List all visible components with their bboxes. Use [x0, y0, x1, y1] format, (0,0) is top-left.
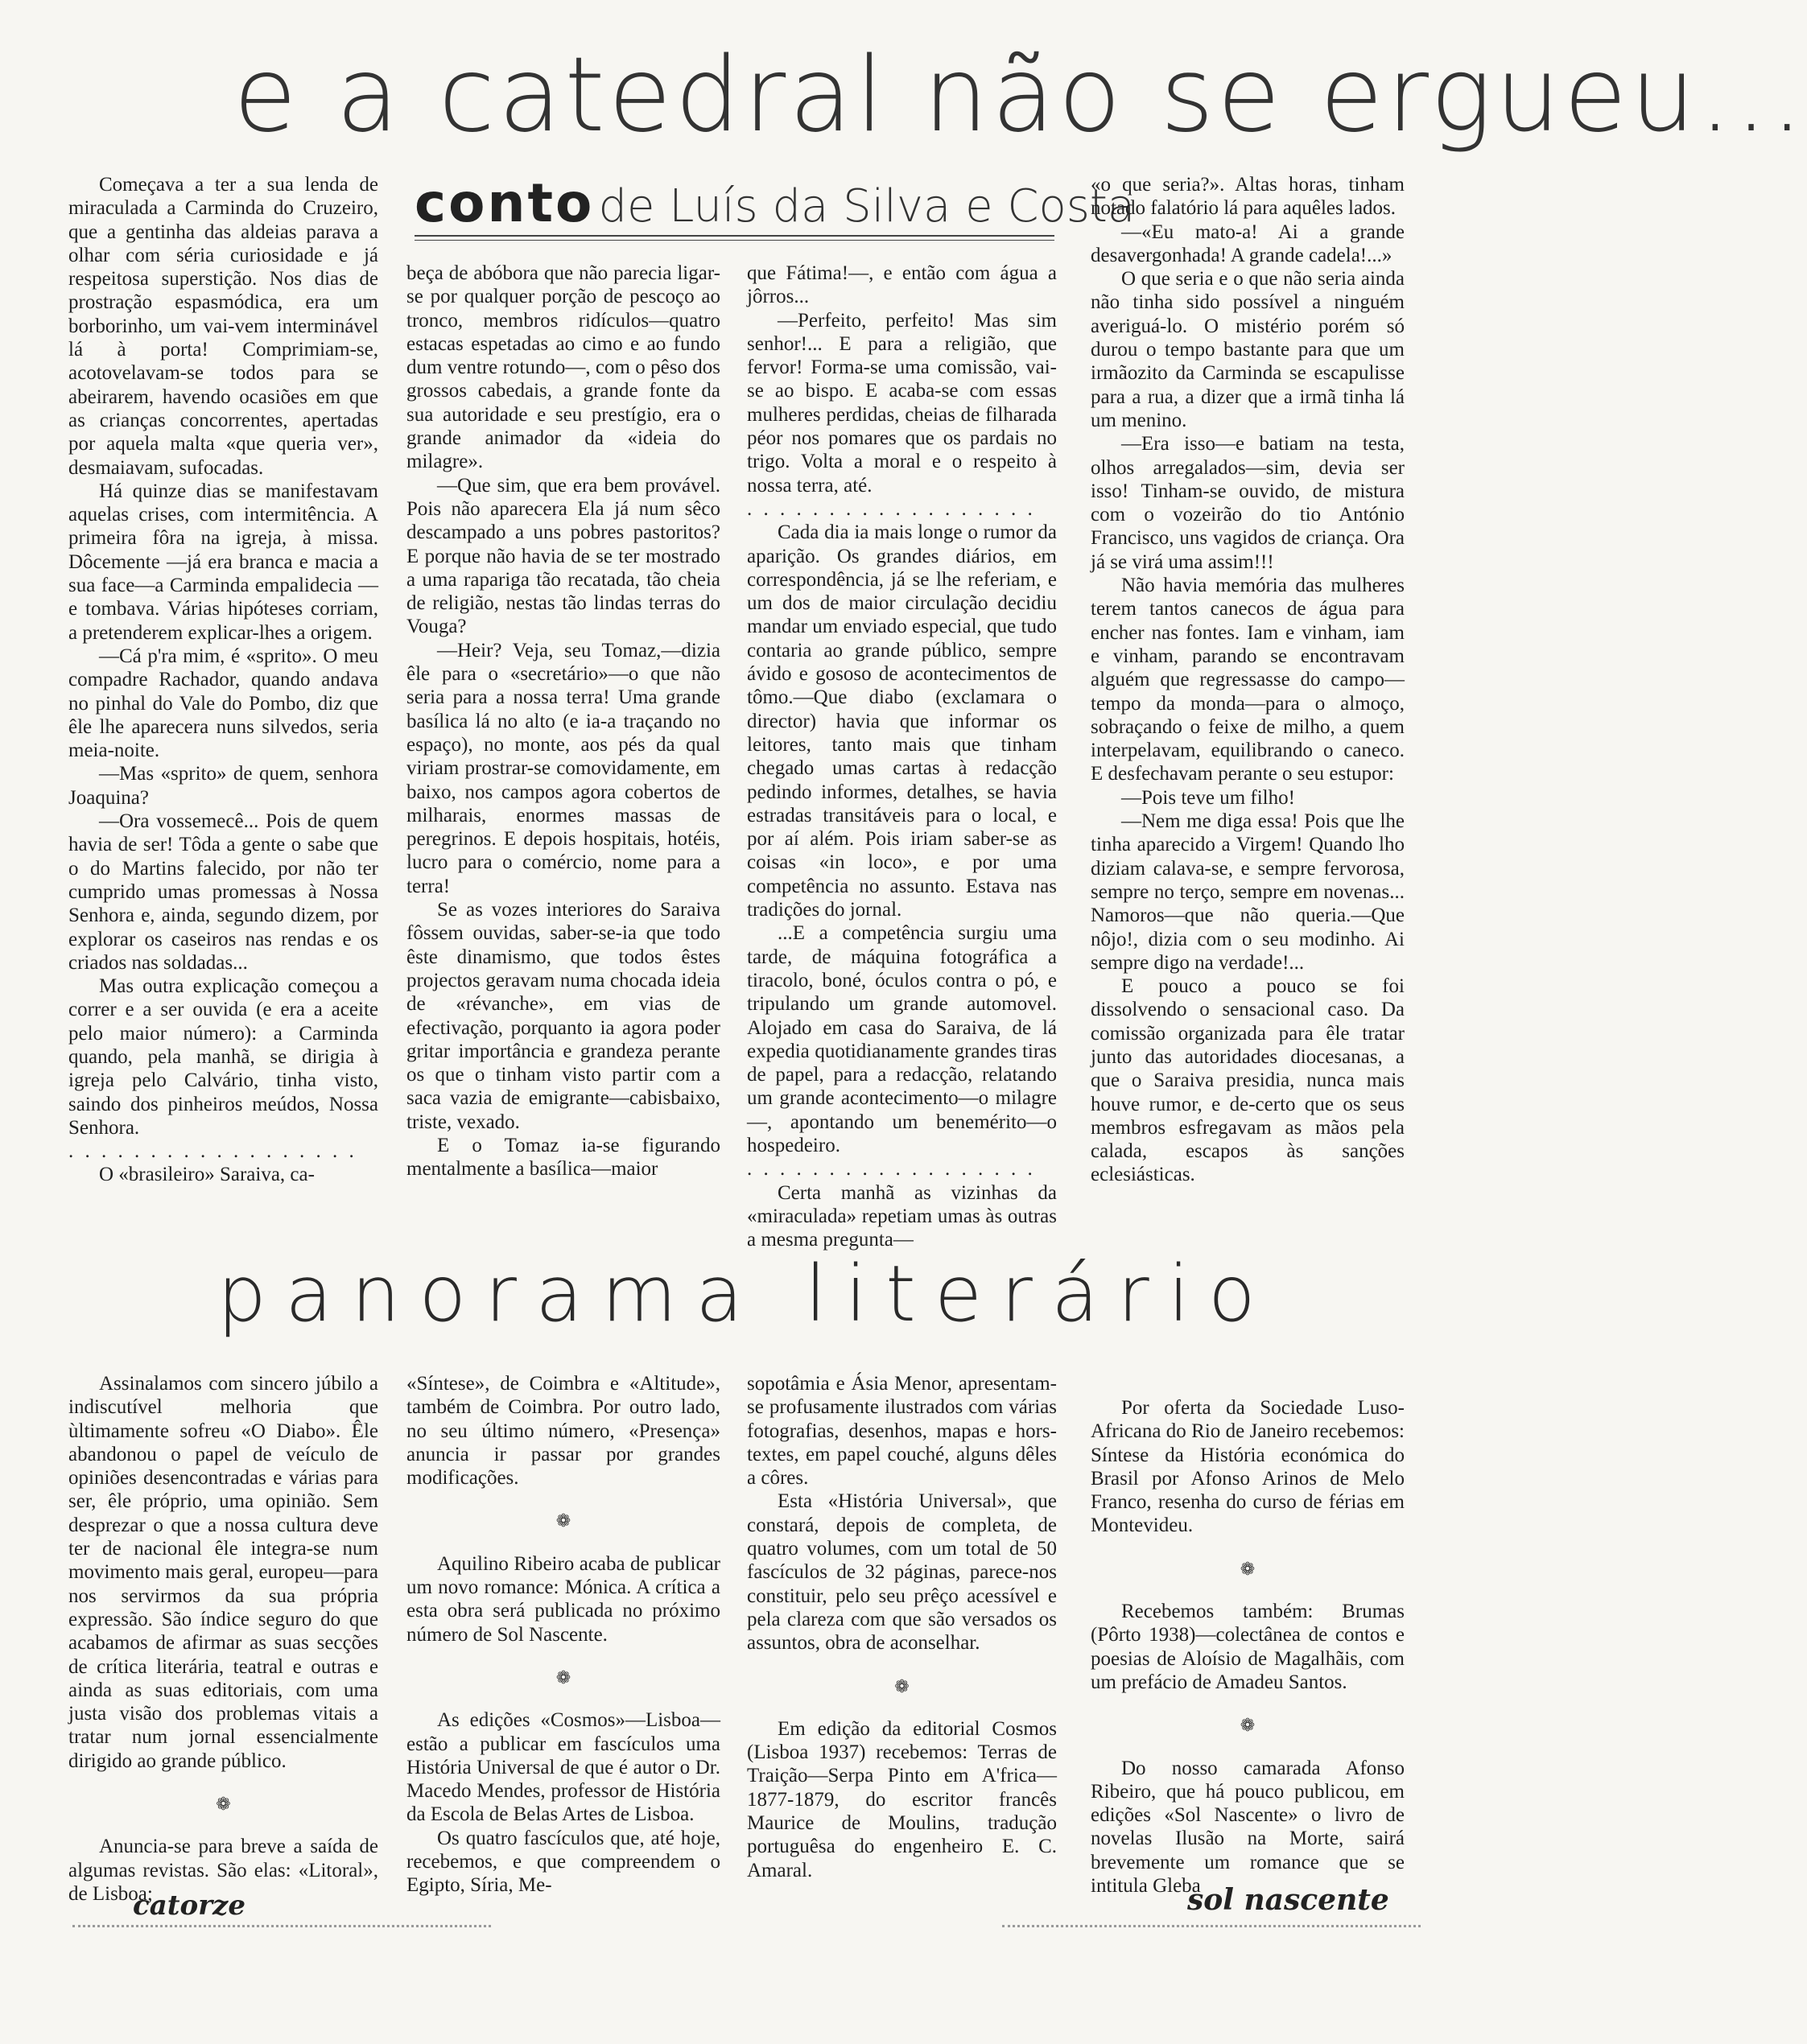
section-title-letter: n	[351, 1249, 401, 1339]
ornament-icon: ❁	[1240, 1715, 1256, 1736]
paragraph: O que seria e o que não seria ainda não tinha sido possível a ninguém averiguá-lo. O mistério porém só durou o tempo bastante para que um irmãozito da Carminda se escapulisse para a rua, a dizer que a irmã tinha lá um menino.	[1091, 268, 1405, 431]
ornament-icon: ❁	[894, 1675, 910, 1696]
paragraph: —Pois teve um filho!	[1121, 786, 1295, 809]
paragraph: Cada dia ia mais longe o rumor da aparição. Os grandes diários, em correspondência, já se lhe referiam, e um dos de maior circulação decidiu mandar um enviado especial, que tudo contaria ao grande público, sempre ávido e gososo de acontecimentos de tômo.—Que diabo (exclamara o director) havia que informar os leitores, tanto mais que tinham chegado umas cartas à redacção pedindo informes, detalhes, se havia estradas transitáveis para o local, e por aí além. Pois iriam saber-se as coisas «in loco», e por uma competência no assunto. Estava nas tradições do jornal.	[747, 521, 1057, 921]
paragraph: Os quatro fascículos que, até hoje, recebemos, e que compreendem o Egipto, Síria, Me-	[406, 1827, 720, 1897]
story-column-4	[1091, 173, 1405, 1187]
paragraph: ...E a competência surgiu uma tarde, de máquina fotográfica a tiracolo, boné, óculos contra o pó, e tripulando um grande automovel. Alojado em casa do Saraiva, de lá expedia quotidianamente grandes tiras de papel, para a redacção, relatando um grande acontecimento—o milagre—, apontando um benemérito—o hospedeiro.	[747, 922, 1057, 1156]
paragraph: Do nosso camarada Afonso Ribeiro, que há pouco publicou, em edições «Sol Nascente» o livro de novelas Ilusão na Morte, sairá brevemente um romance que se intitula Gleba	[1091, 1757, 1405, 1898]
story-column-3	[747, 262, 1057, 1251]
paragraph: —Que sim, que era bem provável. Pois não aparecera Ela já num sêco descampado a uns pobres pastoritos? E porque não havia de se ter mostrado a uma rapariga tão recatada, tão cheia de religião, nestas tão lindas terras do Vouga?	[406, 474, 720, 638]
section-title-letter: o	[1208, 1249, 1256, 1339]
section-title-letter: i	[1168, 1249, 1190, 1339]
ornament-icon: ❁	[555, 1510, 571, 1531]
story-column-2	[406, 262, 720, 1181]
paragraph: Esta «História Universal», que constará, depois de completa, de quatro volumes, com um total de 50 fascículos de 32 páginas, parece-nos constituir, pelo seu prêço acessível e pela clareza com que são versados os assuntos, obra de aconselhar.	[747, 1490, 1057, 1655]
paragraph: Certa manhã as vizinhas da «miraculada» repetiam umas às outras a mesma pregunta—	[747, 1181, 1057, 1251]
section-title-letter: t	[885, 1249, 916, 1339]
paragraph: —Ora vossemecê... Pois de quem havia de ser! Tôda a gente o sabe que o do Martins falecido, por não ter cumprido umas promessas à Nossa Senhora e, ainda, segundo dizem, por explorar os caseiros nas rendas e os criados nas soldadas...	[68, 810, 378, 974]
separator-dots: . . . . . . . . . . . . . . . . . .	[68, 1140, 357, 1163]
paragraph: Começava a ter a sua lenda de miraculada a Carminda do Cruzeiro, que a gentinha das aldeias parava a olhar com séria curiosidade e já respeitosa superstição. Nos dias de prostração espasmódica, era um borborinho, um vai-vem interminável lá à porta! Comprimiam-se, acotovelavam-se todos para se abeirarem, havendo ocasiões em que as crianças concorrentes, apertadas por aquela malta «que queria ver», desmaiavam, sufocadas.	[68, 174, 378, 479]
paragraph: sopotâmia e Ásia Menor, apresentam-se profusamente ilustrados com várias fotografias, desenhos, mapas e hors-textes, em papel couché, alguns dêles a côres.	[747, 1373, 1057, 1490]
conto-word: conto	[415, 172, 595, 234]
byline-rule-2	[415, 240, 1054, 241]
section-title-letter: a	[695, 1249, 744, 1339]
paragraph: Recebemos também: Brumas (Pôrto 1938)—colectânea de contos e poesias de Aloísio de Magalhãis, com um prefácio de Amadeu Santos.	[1091, 1601, 1405, 1693]
section-title-letter: l	[805, 1249, 827, 1339]
ornament-icon: ❁	[1240, 1558, 1256, 1579]
page-number-footer: catorze	[133, 1889, 245, 1922]
footer-rule-left	[72, 1925, 491, 1927]
paragraph: Anuncia-se para breve a saída de algumas revistas. São elas: «Litoral», de Lisboa;	[68, 1836, 378, 1905]
story-column-1	[68, 173, 378, 1187]
paragraph: Mas outra explicação começou a correr e a ser ouvida (e era a aceite pelo maior número): a Carminda quando, pela manhã, se dirigia à igreja pelo Calvário, tinha visto, saindo dos pinheiros meúdos, Nossa Senhora.	[68, 975, 378, 1139]
paragraph: Não havia memória das mulheres terem tantos canecos de água para encher nas fontes. Iam e vinham, iam e vinham, parando se encontravam alguém que regressasse do campo—tempo da monda—para o almoço, sobraçando o feixe de milho, a quem interpelavam, equilibrando o caneco. E desfechavam perante o seu estupor:	[1091, 575, 1405, 785]
paragraph: E o Tomaz ia-se figurando mentalmente a basílica—maior	[406, 1134, 720, 1181]
paragraph: Por oferta da Sociedade Luso-Africana do Rio de Janeiro recebemos: Síntese da História económica do Brasil por Afonso Arinos de Melo Franco, resenha do curso de férias em Montevideu.	[1091, 1397, 1405, 1537]
section-title-letter	[761, 1255, 786, 1333]
ornament-icon: ❁	[555, 1667, 571, 1688]
paragraph: —Nem me diga essa! Pois que lhe tinha aparecido a Virgem! Quando lho diziam calava-se, e sempre fervorosa, sempre no terço, sempre em novenas... Namoros—que não queria.—Que nôjo!, dizia com o seu modinho. Ai sempre digo na verdade!...	[1091, 810, 1405, 974]
paragraph: Aquilino Ribeiro acaba de publicar um novo romance: Mónica. A crítica a esta obra será publicada no próximo número de Sol Nascente.	[406, 1552, 720, 1646]
paragraph: «Síntese», de Coimbra e «Altitude», também de Coimbra. Por outro lado, no seu último número, «Presença» anuncia ir passar por grandes modificações.	[406, 1373, 720, 1490]
section-title-letter: m	[601, 1249, 677, 1339]
paragraph: —Cá p'ra mim, é «sprito». O meu compadre Rachador, quando andava no pinhal do Vale do Pombo, diz que êle lhe aparecera nuns silvedos, seria meia-noite.	[68, 645, 378, 762]
separator-dots: . . . . . . . . . . . . . . . . . .	[747, 1158, 1036, 1181]
ornament-icon: ❁	[216, 1794, 231, 1815]
section-title-letter: a	[285, 1249, 333, 1339]
panorama-column-4	[1091, 1396, 1405, 1898]
paragraph: Assinalamos com sincero júbilo a indiscutível melhoria que ùltimamente sofreu «O Diabo». Êle abandonou o papel de veículo de opiniões desencontradas e várias para ser, êle próprio, uma opinião. Sem desprezar o que a nossa cultura deve ter de nacional êle integra-se num movimento mais geral, europeu—para nos servirmos da sua própria expressão. São índice seguro do que acabamos de afirmar as suas secções de crítica literária, teatral e outras e ainda as suas editoriais, com uma justa visão dos problemas vitais a tratar num jornal essencialmente dirigido ao grande público.	[68, 1373, 378, 1772]
footer-rule-right	[1002, 1925, 1421, 1927]
section-title-letter: r	[1117, 1249, 1149, 1339]
paragraph: —«Eu mato-a! Ai a grande desavergonhada! A grande cadela!...»	[1091, 220, 1405, 266]
section-title-letter: r	[1000, 1249, 1033, 1339]
paragraph: beça de abóbora que não parecia ligar-se por qualquer porção de pescoço ao tronco, membros ridículos—quatro estacas espetadas ao cimo e ao fundo dum ventre rotundo—, com o pêso dos grossos cabedais, a grande fonte da sua autoridade e seu prestígio, era o grande animador da «ideia do milagre».	[406, 262, 720, 473]
panorama-column-2	[406, 1372, 720, 1898]
section-title-panorama-literario	[217, 1249, 1256, 1339]
story-title: e a catedral não se ergueu...	[233, 35, 1807, 155]
paragraph: As edições «Cosmos»—Lisboa—estão a publicar em fascículos uma História Universal de que é autor o Dr. Macedo Mendes, professor de História da Escola de Belas Artes de Lisboa.	[406, 1709, 720, 1826]
publication-footer: sol nascente	[1187, 1883, 1389, 1917]
section-title-letter: r	[485, 1249, 517, 1339]
section-title-letter: o	[419, 1249, 467, 1339]
story-byline	[415, 172, 1136, 234]
paragraph: Se as vozes interiores do Saraiva fôssem ouvidas, saber-se-ia que todo êste dinamismo, que todos êstes projectos geravam numa chocada ideia de «révanche», em vias de efectivação, porquanto ia agora poder gritar importância e grandeza perante os que o tinham visto partir com a saca vazia de emigrante—cabisbaixo, triste, vexado.	[406, 899, 720, 1133]
author-byline: de Luís da Silva e Costa	[598, 180, 1136, 233]
paragraph: —Perfeito, perfeito! Mas sim senhor!... E para a religião, que fervor! Forma-se uma comissão, vai-se ao bispo. E acaba-se com essas mulheres perdidas, cheias de filharada péor nos pomares que os pardais no trigo. Volta a moral e o respeito à nossa terra, até.	[747, 309, 1057, 497]
section-title-letter: i	[845, 1249, 867, 1339]
section-title-letter: á	[1051, 1249, 1099, 1339]
panorama-column-3	[747, 1372, 1057, 1882]
paragraph: Em edição da editorial Cosmos (Lisboa 1937) recebemos: Terras de Traição—Serpa Pinto em A'frica—1877-1879, do escritor francês Maurice de Moulins, tradução portuguêsa do engenheiro E. C. Amaral.	[747, 1717, 1057, 1881]
separator-dots: . . . . . . . . . . . . . . . . . .	[747, 497, 1036, 520]
paragraph: —Heir? Veja, seu Tomaz,—dizia êle para o «secretário»—o que não seria para a nossa terra! Uma grande basílica lá no alto (e ia-a traçando no espaço), no monte, aos pés da qual viriam prostrar-se comovidamente, em baixo, nos campos agora cobertos de milharais, enormes massas de peregrinos. E depois hospitais, hotéis, lucro para o comércio, nome para a terra!	[406, 639, 720, 897]
section-title-letter: a	[535, 1249, 584, 1339]
paragraph: E pouco a pouco se foi dissolvendo o sensacional caso. Da comissão organizada para êle tratar junto das autoridades diocesanas, a que o Saraiva presidia, nunca mais houve rumor, e de-certo que os seus membros esfregavam as mãos pela calada, escapos às sanções eclesiásticas.	[1091, 975, 1405, 1186]
section-title-letters	[217, 1249, 1256, 1339]
section-title-letter: e	[934, 1249, 983, 1339]
panorama-column-1	[68, 1372, 378, 1906]
paragraph: O «brasileiro» Saraiva, ca-	[99, 1164, 315, 1186]
paragraph: Há quinze dias se manifestavam aquelas crises, com intermitência. A primeira fôra na igreja, à missa. Dôcemente —já era branca e macia a sua face—a Carminda empalidecia —e tombava. Várias hipóteses corriam, a pretenderem explicar-lhes a origem.	[68, 480, 378, 644]
paragraph: que Fátima!—, e então com água a jôrros...	[747, 262, 1057, 308]
paragraph: «o que seria?». Altas horas, tinham notado falatório lá para aquêles lados.	[1091, 174, 1405, 220]
paragraph: —Era isso—e batiam na testa, olhos arregalados—sim, devia ser isso! Tinham-se ouvido, de mistura com o vozeirão do tio António Francisco, uns vagidos de criança. Ora já se virá uma assim!!!	[1091, 433, 1405, 573]
section-title-letter: p	[217, 1249, 266, 1339]
byline-rule	[415, 235, 1054, 237]
paragraph: —Mas «sprito» de quem, senhora Joaquina?	[68, 763, 378, 809]
